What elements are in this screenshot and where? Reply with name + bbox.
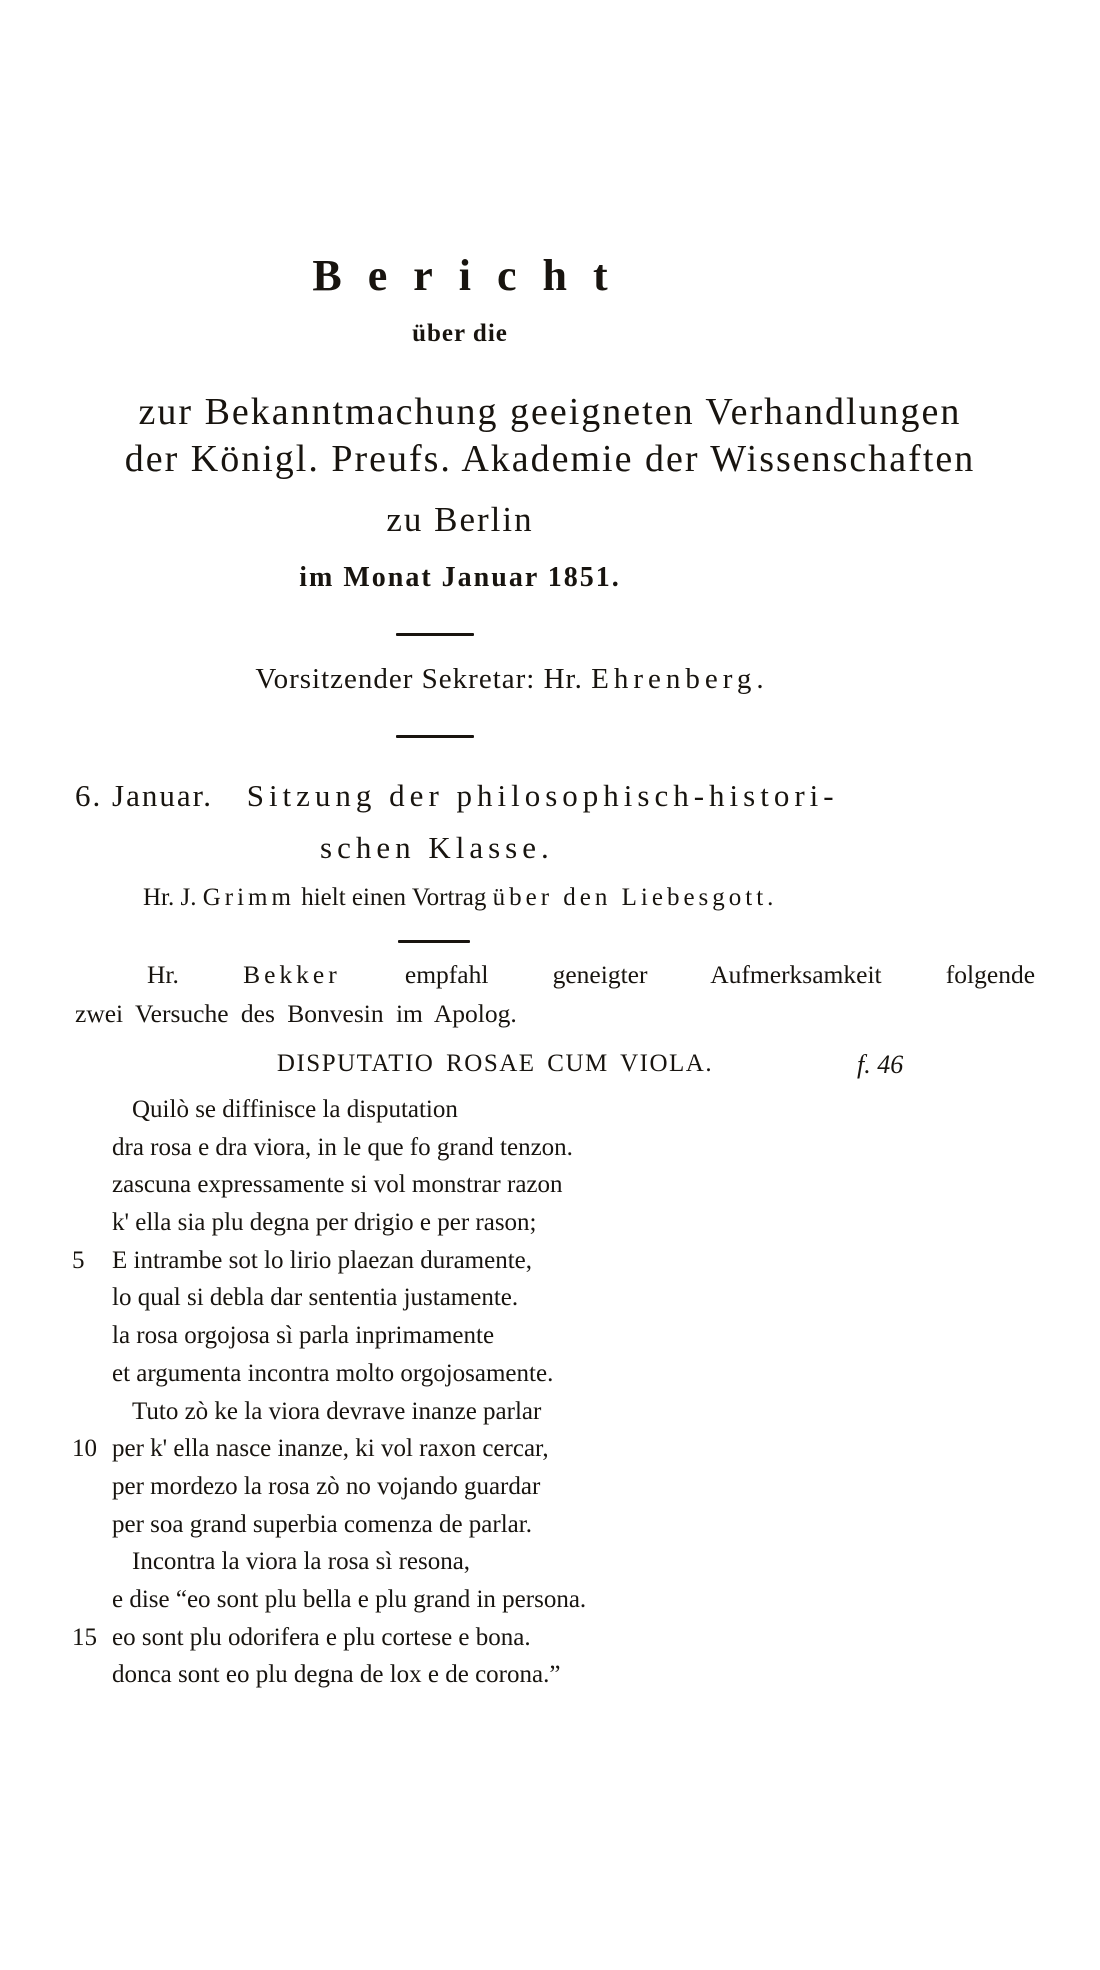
poem-line-text: e dise “eo sont plu bella e plu grand in persona. — [112, 1585, 587, 1613]
line-number: 15 — [72, 1623, 97, 1651]
poem-line-text: eo sont plu odorifera e plu cortese e bona. — [112, 1623, 531, 1651]
poem-line — [66, 1284, 1046, 1322]
secretary-suffix: . — [756, 663, 765, 695]
poem-line-text: Incontra la viora la rosa sì resona, — [132, 1548, 471, 1576]
poem-line-text: zascuna expressamente si vol monstrar razon — [112, 1171, 563, 1199]
poem-line — [66, 1661, 1046, 1699]
lecture-line — [143, 884, 1023, 912]
poem-line — [66, 1134, 1046, 1172]
session-heading — [75, 778, 1055, 814]
poem-title: DISPUTATIO ROSAE CUM VIOLA. — [276, 1050, 714, 1077]
session-date: 6. Januar. — [75, 778, 213, 813]
poem-line — [66, 1398, 1046, 1436]
poem-line — [66, 1360, 1046, 1398]
series-line-3: zu Berlin — [386, 500, 534, 539]
poem-line — [66, 1586, 1046, 1624]
lecture-topic: über den Liebesgott. — [492, 884, 778, 911]
poem-line-text: Quilò se diffinisce la disputation — [132, 1096, 458, 1123]
poem-line-text: per k' ella nasce inanze, ki vol raxon cercar, — [112, 1435, 549, 1463]
poem-line-text: k' ella sia plu degna per drigio e per rason; — [112, 1209, 537, 1237]
poem-line — [66, 1511, 1046, 1549]
poem-line-text: et argumenta incontra molto orgojosamente. — [112, 1359, 554, 1387]
recommendation-name: Bekker — [243, 960, 341, 989]
poem-line — [66, 1473, 1046, 1511]
poem-line — [66, 1171, 1046, 1209]
poem-line-text: lo qual si debla dar sententia justamente. — [112, 1284, 519, 1312]
poem-line-text: la rosa orgojosa sì parla inprimamente — [112, 1322, 495, 1350]
report-date: im Monat Januar 1851. — [299, 562, 621, 593]
speaker-name: Grimm — [202, 884, 295, 911]
poem-line-text: dra rosa e dra viora, in le que fo grand tenzon. — [112, 1133, 573, 1161]
lecture-middle: hielt einen Vortrag — [301, 884, 487, 911]
secretary-prefix: Vorsitzender Sekretar: Hr. — [255, 663, 583, 695]
lecture-prefix: Hr. J. — [143, 884, 197, 911]
poem-line — [66, 1247, 1046, 1285]
poem-line-text: donca sont eo plu degna de lox e de corona.” — [112, 1661, 561, 1689]
poem-line-text: Tuto zò ke la viora devrave inanze parlar — [132, 1397, 542, 1425]
poem-line — [66, 1322, 1046, 1360]
poem-line-text: E intrambe sot lo lirio plaezan duramente, — [112, 1246, 532, 1274]
poem-line — [66, 1209, 1046, 1247]
poem-line-text: per mordezo la rosa zò no vojando guardar — [112, 1472, 541, 1500]
recommendation-prefix: Hr. — [147, 960, 179, 989]
poem-section — [66, 1096, 1046, 1699]
divider-rule-3 — [398, 940, 470, 943]
poem-title-row — [75, 1050, 1035, 1084]
poem-line — [66, 1548, 1046, 1586]
line-number: 5 — [72, 1246, 85, 1274]
recommendation-line-1 — [75, 960, 1035, 990]
poem-line — [66, 1435, 1046, 1473]
divider-rule-2 — [396, 735, 474, 738]
poem-line — [66, 1624, 1046, 1662]
session-title-line1: Sitzung der philosophisch-histori- — [246, 778, 839, 813]
secretary-name: Ehrenberg — [591, 663, 757, 695]
recommendation-line-2: zwei Versuche des Bonvesin im Apolog. — [75, 999, 517, 1028]
report-subtitle-intro: über die — [412, 320, 508, 347]
folio-reference: f. 46 — [857, 1050, 904, 1079]
divider-rule-1 — [396, 633, 474, 636]
report-title: Bericht — [312, 251, 634, 300]
poem-line-text: per soa grand superbia comenza de parlar. — [112, 1510, 532, 1538]
line-number: 10 — [72, 1435, 97, 1463]
session-title-line2: schen Klasse. — [320, 830, 554, 865]
poem-line — [66, 1096, 1046, 1134]
series-line-1: zur Bekanntmachung geeigneten Verhandlungen — [138, 391, 962, 433]
recommendation-rest: empfahl geneigter Aufmerksamkeit folgende — [404, 960, 1036, 989]
secretary-line — [60, 663, 960, 696]
series-line-2: der Königl. Preufs. Akademie der Wissenschaften — [124, 438, 976, 480]
